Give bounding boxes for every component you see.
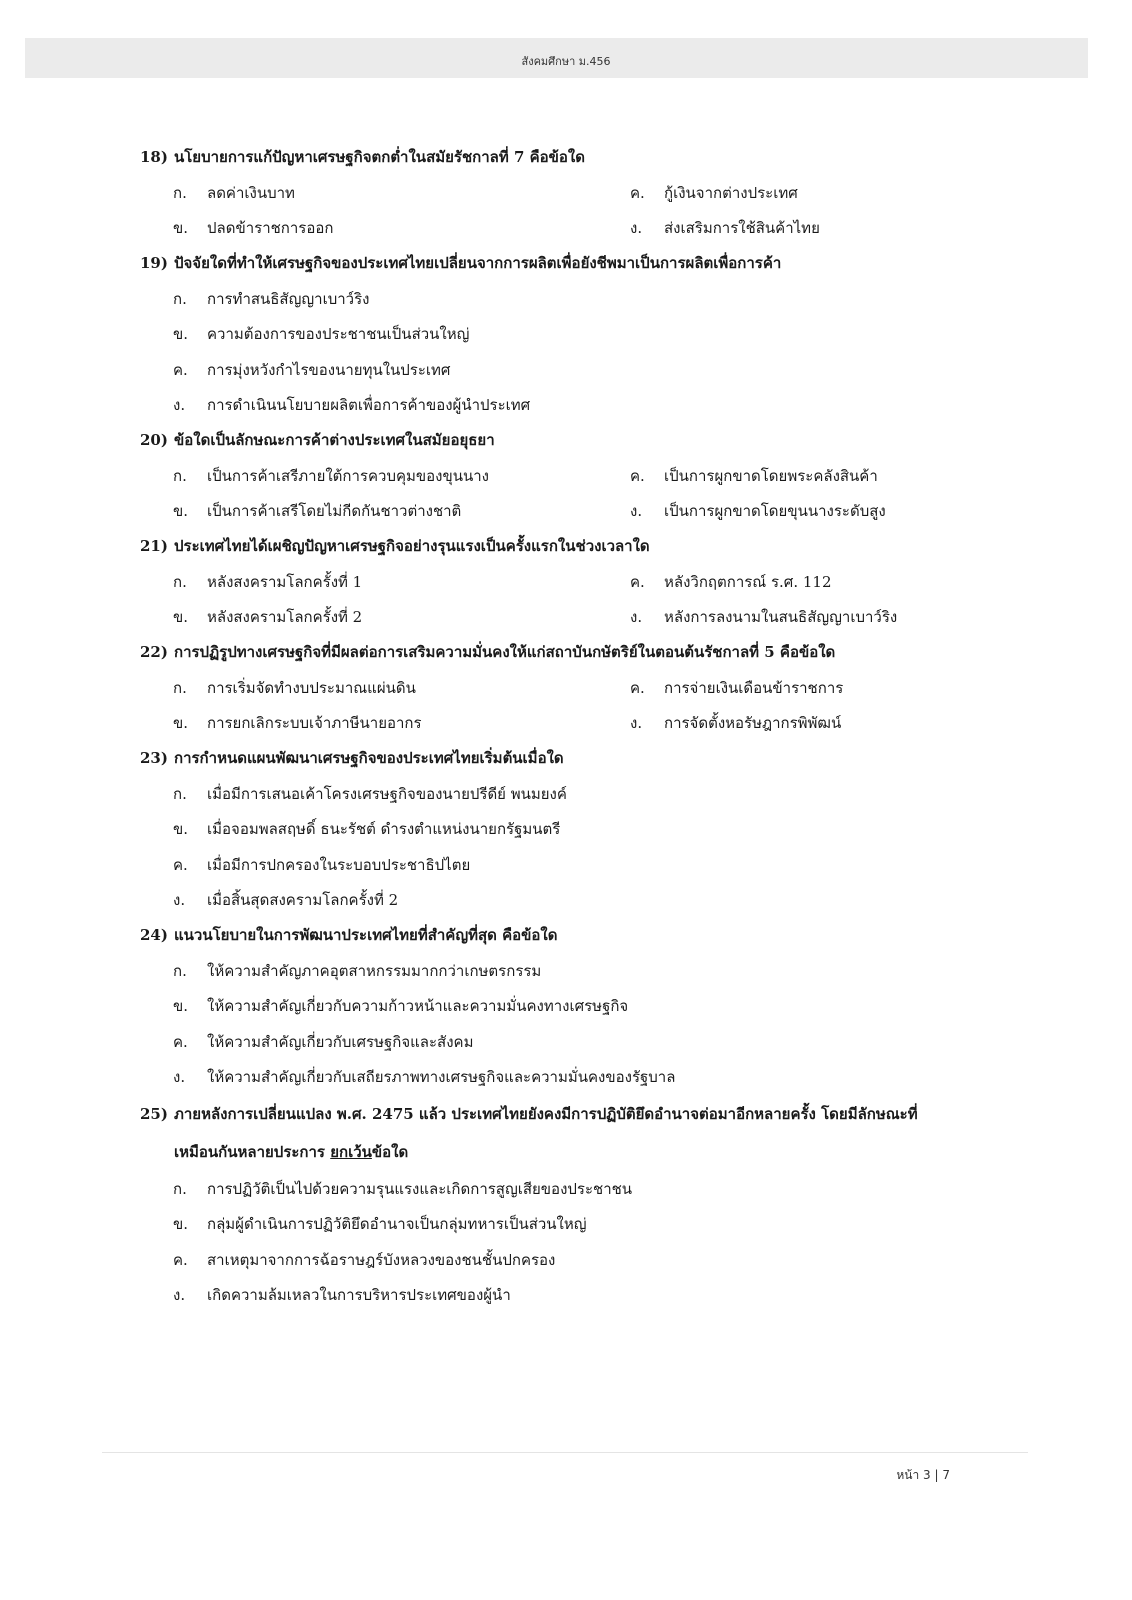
question-text bbox=[140, 1095, 1020, 1171]
question-stem: ปัจจัยใดที่ทำให้เศรษฐกิจของประเทศไทยเปลี่ยนจากการผลิตเพื่อยังชีพมาเป็นการผลิตเพื่อการค้า bbox=[174, 254, 782, 272]
option-grid bbox=[140, 670, 1020, 741]
option-c: ค. กู้เงินจากต่างประเทศ bbox=[630, 183, 798, 202]
question-number: 25) bbox=[140, 1105, 168, 1123]
option-b: ข. การยกเลิกระบบเจ้าภาษีนายอากร bbox=[173, 714, 422, 733]
question-text bbox=[140, 529, 1020, 564]
option-list bbox=[140, 1171, 1020, 1313]
question-number: 23) bbox=[140, 749, 168, 767]
header-title: สังคมศึกษา ม.456 bbox=[521, 55, 611, 68]
question-23 bbox=[140, 741, 1020, 918]
footer-divider bbox=[102, 1452, 1028, 1453]
question-19 bbox=[140, 246, 1020, 423]
question-stem-continued: เหมือนกันหลายประการ ยกเว้นข้อใด bbox=[174, 1143, 409, 1161]
option-d: ง. ส่งเสริมการใช้สินค้าไทย bbox=[630, 219, 820, 238]
option-list bbox=[140, 953, 1020, 1095]
question-text bbox=[140, 246, 1020, 281]
option-grid bbox=[140, 458, 1020, 529]
question-stem: การปฏิรูปทางเศรษฐกิจที่มีผลต่อการเสริมความมั่นคงให้แก่สถาบันกษัตริย์ในตอนต้นรัชกาลที่ 5 คือข้อใด bbox=[174, 643, 836, 661]
question-stem: ภายหลังการเปลี่ยนแปลง พ.ศ. 2475 แล้ว ประเทศไทยยังคงมีการปฏิบัติยึดอำนาจต่อมาอีกหลายครั้ง โดยมีลักษณะที่ bbox=[174, 1105, 918, 1123]
question-stem: แนวนโยบายในการพัฒนาประเทศไทยที่สำคัญที่สุด คือข้อใด bbox=[174, 926, 558, 944]
question-list bbox=[140, 140, 1020, 1313]
question-number: 19) bbox=[140, 254, 168, 272]
option-b: ข. เป็นการค้าเสรีโดยไม่กีดกันชาวต่างชาติ bbox=[173, 502, 462, 521]
question-18 bbox=[140, 140, 1020, 246]
question-number: 22) bbox=[140, 643, 168, 661]
option-list bbox=[140, 776, 1020, 918]
option-b: ข. ปลดข้าราชการออก bbox=[173, 219, 334, 238]
question-text bbox=[140, 140, 1020, 175]
question-number: 20) bbox=[140, 431, 168, 449]
option-d: ง. ให้ความสำคัญเกี่ยวกับเสถียรภาพทางเศรษฐกิจและความมั่นคงของรัฐบาล bbox=[173, 1068, 676, 1087]
question-text bbox=[140, 635, 1020, 670]
question-number: 21) bbox=[140, 537, 168, 555]
question-text bbox=[140, 918, 1020, 953]
option-a: ก. ให้ความสำคัญภาคอุตสาหกรรมมากกว่าเกษตรกรรม bbox=[173, 961, 542, 980]
option-a: ก. การทำสนธิสัญญาเบาว์ริง bbox=[173, 289, 370, 308]
question-25 bbox=[140, 1095, 1020, 1313]
option-c: ค. เมื่อมีการปกครองในระบอบประชาธิปไตย bbox=[173, 855, 471, 874]
option-a: ก. ลดค่าเงินบาท bbox=[173, 183, 295, 202]
option-c: ค. การมุ่งหวังกำไรของนายทุนในประเทศ bbox=[173, 360, 451, 379]
option-a: ก. การปฏิวัติเป็นไปด้วยความรุนแรงและเกิดการสูญเสียของประชาชน bbox=[173, 1179, 633, 1198]
option-grid bbox=[140, 564, 1020, 635]
option-a: ก. หลังสงครามโลกครั้งที่ 1 bbox=[173, 572, 363, 591]
option-d: ง. หลังการลงนามในสนธิสัญญาเบาว์ริง bbox=[630, 608, 898, 627]
option-c: ค. การจ่ายเงินเดือนข้าราชการ bbox=[630, 678, 844, 697]
question-text bbox=[140, 741, 1020, 776]
option-d: ง. การดำเนินนโยบายผลิตเพื่อการค้าของผู้นำประเทศ bbox=[173, 396, 531, 415]
option-d: ง. เป็นการผูกขาดโดยขุนนางระดับสูง bbox=[630, 502, 886, 521]
option-d: ง. เกิดความล้มเหลวในการบริหารประเทศของผู้นำ bbox=[173, 1286, 511, 1305]
option-c: ค. หลังวิกฤตการณ์ ร.ศ. 112 bbox=[630, 572, 832, 591]
option-list bbox=[140, 281, 1020, 423]
question-24 bbox=[140, 918, 1020, 1095]
question-21 bbox=[140, 529, 1020, 635]
option-a: ก. การเริ่มจัดทำงบประมาณแผ่นดิน bbox=[173, 678, 416, 697]
question-stem: ข้อใดเป็นลักษณะการค้าต่างประเทศในสมัยอยุธยา bbox=[174, 431, 495, 449]
option-b: ข. ให้ความสำคัญเกี่ยวกับความก้าวหน้าและความมั่นคงทางเศรษฐกิจ bbox=[173, 997, 629, 1016]
option-c: ค. เป็นการผูกขาดโดยพระคลังสินค้า bbox=[630, 466, 878, 485]
option-b: ข. ความต้องการของประชาชนเป็นส่วนใหญ่ bbox=[173, 325, 470, 344]
option-d: ง. การจัดตั้งหอรัษฎากรพิพัฒน์ bbox=[630, 714, 842, 733]
question-stem: นโยบายการแก้ปัญหาเศรษฐกิจตกต่ำในสมัยรัชกาลที่ 7 คือข้อใด bbox=[174, 148, 585, 166]
question-number: 18) bbox=[140, 148, 168, 166]
question-20 bbox=[140, 423, 1020, 529]
question-stem: การกำหนดแผนพัฒนาเศรษฐกิจของประเทศไทยเริ่มต้นเมื่อใด bbox=[174, 749, 564, 767]
question-number: 24) bbox=[140, 926, 168, 944]
option-c: ค. ให้ความสำคัญเกี่ยวกับเศรษฐกิจและสังคม bbox=[173, 1032, 474, 1051]
option-a: ก. เมื่อมีการเสนอเค้าโครงเศรษฐกิจของนายปรีดีย์ พนมยงค์ bbox=[173, 784, 567, 803]
option-b: ข. หลังสงครามโลกครั้งที่ 2 bbox=[173, 608, 363, 627]
option-grid bbox=[140, 175, 1020, 246]
question-22 bbox=[140, 635, 1020, 741]
question-text bbox=[140, 423, 1020, 458]
option-d: ง. เมื่อสิ้นสุดสงครามโลกครั้งที่ 2 bbox=[173, 891, 399, 910]
emphasis-except: ยกเว้น bbox=[330, 1143, 372, 1161]
option-a: ก. เป็นการค้าเสรีภายใต้การควบคุมของขุนนาง bbox=[173, 466, 489, 485]
option-b: ข. กลุ่มผู้ดำเนินการปฏิวัติยึดอำนาจเป็นกลุ่มทหารเป็นส่วนใหญ่ bbox=[173, 1215, 587, 1234]
option-c: ค. สาเหตุมาจากการฉ้อราษฎร์บังหลวงของชนชั้นปกครอง bbox=[173, 1250, 556, 1269]
option-b: ข. เมื่อจอมพลสฤษดิ์ ธนะรัชต์ ดำรงตำแหน่งนายกรัฐมนตรี bbox=[173, 820, 561, 839]
question-stem: ประเทศไทยได้เผชิญปัญหาเศรษฐกิจอย่างรุนแรงเป็นครั้งแรกในช่วงเวลาใด bbox=[174, 537, 650, 555]
page-number: หน้า 3 | 7 bbox=[896, 1468, 950, 1482]
